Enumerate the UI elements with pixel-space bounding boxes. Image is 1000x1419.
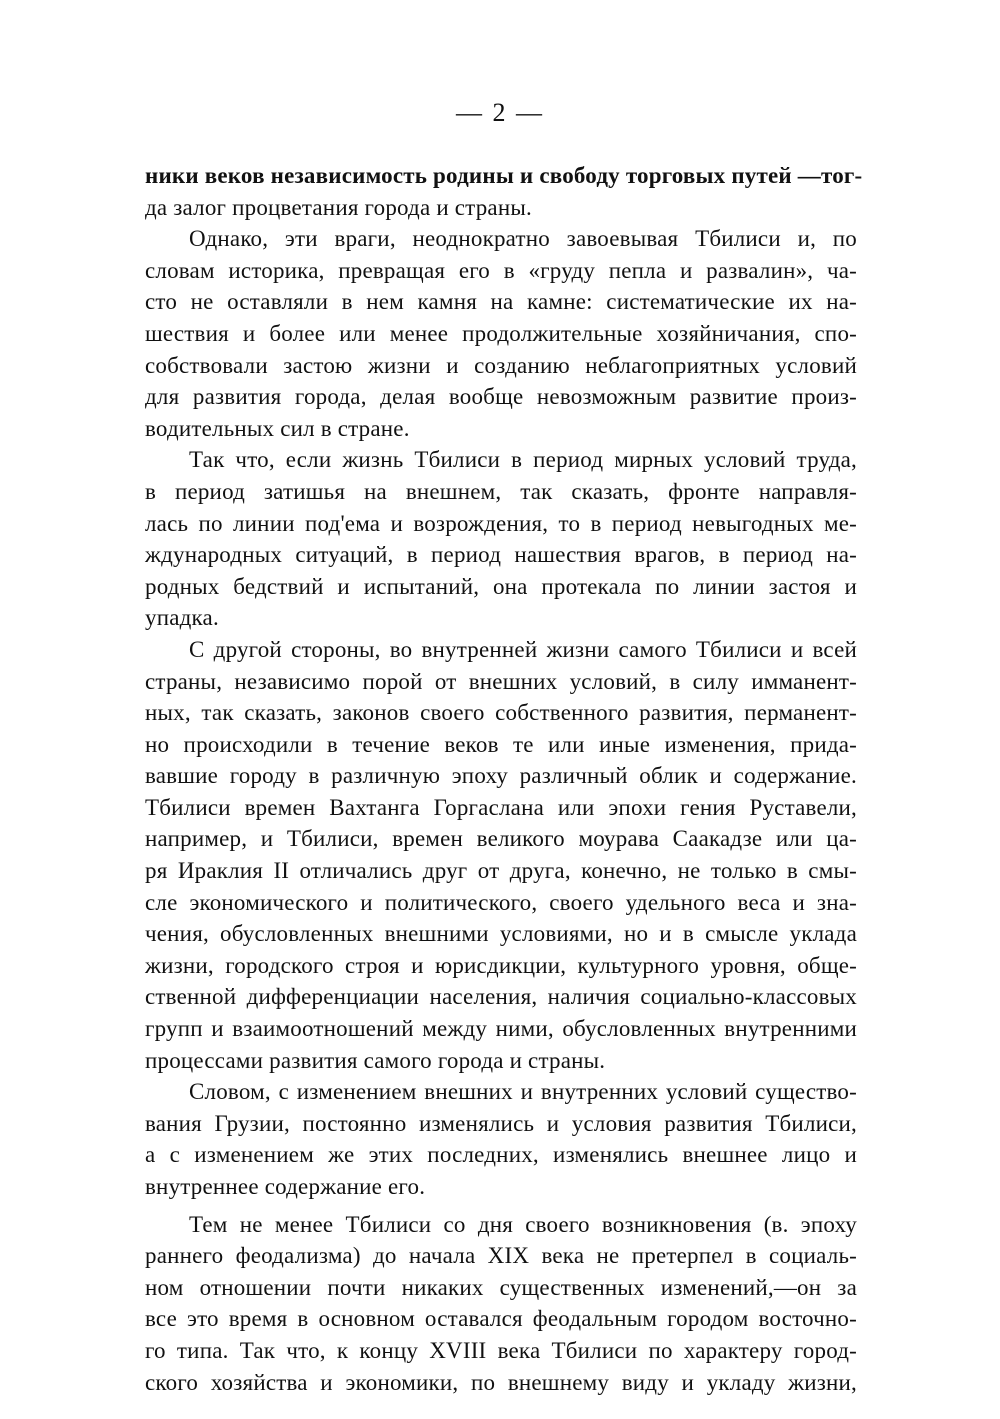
text-line: групп и взаимоотношений между ними, обусловленных внутренними xyxy=(145,1016,857,1042)
text-line: водительных сил в стране. xyxy=(145,415,410,441)
text-line: ждународных ситуаций, в период нашествия врагов, в период на- xyxy=(145,542,857,568)
text-line: чения, обусловленных внешними условиями, но и в смысле уклада xyxy=(145,921,857,947)
paragraph-5 xyxy=(145,1076,857,1202)
text-line: го типа. Так что, к концу XVIII века Тбилиси по характеру город- xyxy=(145,1337,857,1363)
text-line: сле экономического и политического, своего удельного веса и зна- xyxy=(145,889,857,915)
page-number: — 2 — xyxy=(456,98,544,127)
text-line: ных, так сказать, законов своего собственного развития, перманент- xyxy=(145,700,857,726)
text-line: С другой стороны, во внутренней жизни самого Тбилиси и всей xyxy=(189,636,857,662)
text-line: упадка. xyxy=(145,605,219,631)
text-line: ственной дифференциации населения, наличия социально-классовых xyxy=(145,984,857,1010)
paragraph-2 xyxy=(145,223,857,444)
paragraph-1 xyxy=(145,160,863,223)
text-line: например, и Тбилиси, времен великого моурава Саакадзе или ца- xyxy=(145,826,857,852)
text-line: процессами развития самого города и страны. xyxy=(145,1047,606,1073)
text-line: да залог процветания города и страны. xyxy=(145,194,532,220)
body-text xyxy=(145,160,863,1398)
paragraph-3 xyxy=(145,444,857,634)
text-line: все это время в основном оставался феодальным городом восточно- xyxy=(145,1306,857,1332)
text-line: ря Ираклия II отличались друг от друга, конечно, не только в смы- xyxy=(145,858,857,884)
text-line: но происходили в течение веков те или иные изменения, прида- xyxy=(145,731,857,757)
text-line: Тем не менее Тбилиси со дня своего возникновения (в. эпоху xyxy=(189,1211,857,1237)
text-line: словам историка, превращая его в «груду пепла и развалин», ча- xyxy=(145,257,857,283)
text-line: шествия и более или менее продолжительные хозяйничания, спо- xyxy=(145,320,857,346)
text-line: для развития города, делая вообще невозможным развитие произ- xyxy=(145,384,857,410)
text-line: вания Грузии, постоянно изменялись и условия развития Тбилиси, xyxy=(145,1110,857,1136)
text-line: внутреннее содержание его. xyxy=(145,1174,426,1199)
text-line: лась по линии под'ема и возрождения, то в период невыгодных ме- xyxy=(145,510,857,536)
text-line: ского хозяйства и экономики, по внешнему виду и укладу жизни, xyxy=(145,1369,857,1395)
paragraph-6 xyxy=(145,1209,857,1399)
text-line: ники веков независимость родины и свободу торговых путей —тог- xyxy=(145,163,863,188)
text-line: Однако, эти враги, неоднократно завоевывая Тбилиси и, по xyxy=(189,226,857,252)
text-line: раннего феодализма) до начала XIX века не претерпел в социаль- xyxy=(145,1243,857,1269)
text-line: страны, независимо порой от внешних условий, в силу имманент- xyxy=(145,668,857,694)
text-line: Тбилиси времен Вахтанга Горгаслана или эпохи гения Руставели, xyxy=(145,794,857,820)
text-line: жизни, городского строя и юрисдикции, культурного уровня, обще- xyxy=(145,952,857,978)
text-line: Так что, если жизнь Тбилиси в период мирных условий труда, xyxy=(189,447,857,473)
paragraph-4 xyxy=(145,634,857,1076)
text-line: вавшие городу в различную эпоху различный облик и содержание. xyxy=(145,763,857,789)
text-line: сто не оставляли в нем камня на камне: систематические их на- xyxy=(145,289,857,315)
text-line: ном отношении почти никаких существенных изменений,—он за xyxy=(145,1274,857,1300)
text-line: в период затишья на внешнем, так сказать, фронте направля- xyxy=(145,478,857,504)
text-line: а с изменением же этих последних, изменялись внешнее лицо и xyxy=(145,1142,857,1168)
text-line: собствовали застою жизни и созданию неблагоприятных условий xyxy=(145,352,857,378)
text-line: родных бедствий и испытаний, она протекала по линии застоя и xyxy=(145,573,857,599)
text-line: Словом, с изменением внешних и внутренних условий существо- xyxy=(189,1079,857,1105)
